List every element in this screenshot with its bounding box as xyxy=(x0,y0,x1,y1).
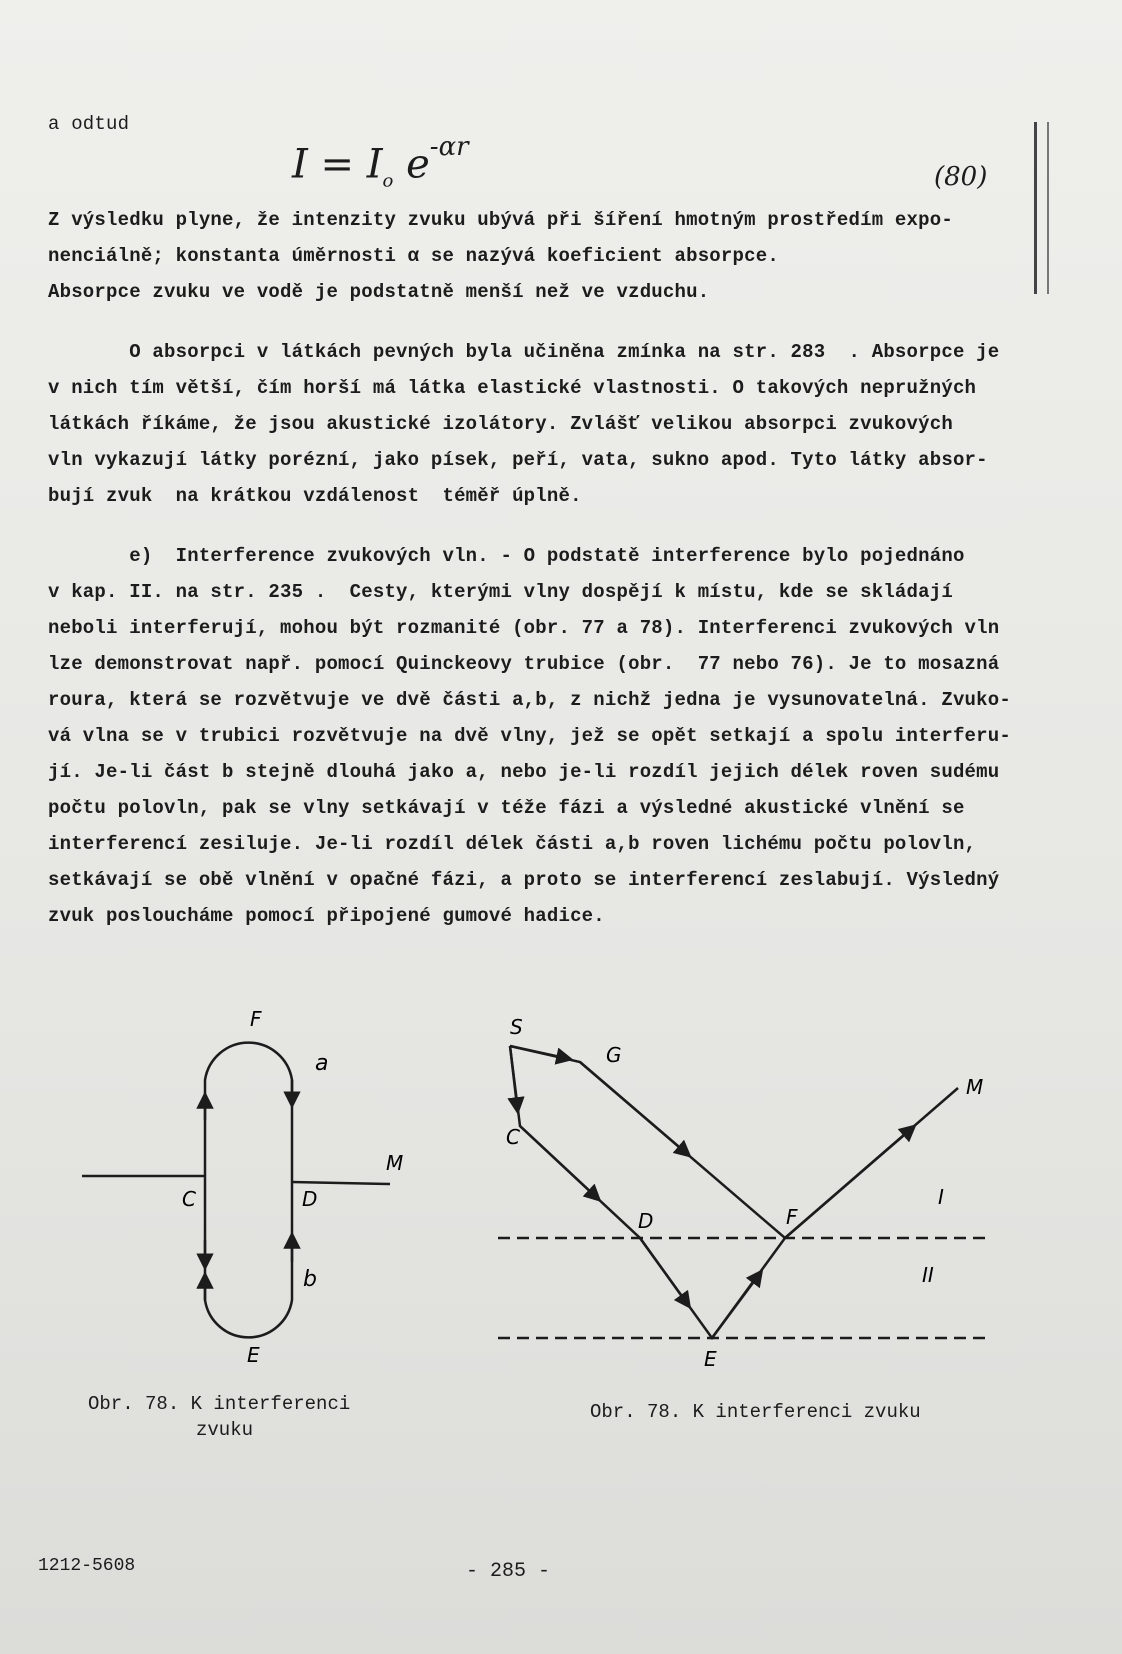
paragraph-line: látkách říkáme, že jsou akustické izolátory. Zvlášť velikou absorpci zvukových xyxy=(48,413,953,435)
paragraph-line: vá vlna se v trubici rozvětvuje na dvě vlny, jež se opět setkají a spolu interferu- xyxy=(48,725,1011,747)
paragraph-line: lze demonstrovat např. pomocí Quinckeovy trubice (obr. 77 nebo 76). Je to mosazná xyxy=(48,653,1000,675)
figure-right-caption: Obr. 78. K interferenci zvuku xyxy=(590,1401,921,1423)
paragraph-line: Z výsledku plyne, že intenzity zvuku ubývá při šíření hmotným prostředím expo- xyxy=(48,209,953,231)
formula-subscript: o xyxy=(382,170,394,192)
paragraph-line: nenciálně; konstanta úměrnosti α se nazývá koeficient absorpce. xyxy=(48,245,779,267)
paragraph-line: jí. Je-li část b stejně dlouhá jako a, nebo je-li rozdíl jejich délek roven sudému xyxy=(48,761,1000,783)
label-C: C xyxy=(182,1187,196,1211)
label-b: b xyxy=(303,1267,317,1292)
paragraph-line: v kap. II. na str. 235 . Cesty, kterými vlny dospějí k místu, kde se skládají xyxy=(48,581,953,603)
paragraph-line: O absorpci v látkách pevných byla učiněna zmínka na str. 283 . Absorpce je xyxy=(48,341,1000,363)
formula xyxy=(292,132,612,200)
paragraph-line: počtu polovln, pak se vlny setkávají v téže fázi a výsledné akustické vlnění se xyxy=(48,797,965,819)
label-S: S xyxy=(510,1015,523,1039)
label-M: M xyxy=(386,1151,404,1175)
paragraph-line: neboli interferují, mohou být rozmanité (obr. 77 a 78). Interferenci zvukových vln xyxy=(48,617,1000,639)
intro-text: a odtud xyxy=(48,113,130,135)
figure-path-diagram xyxy=(490,1010,1000,1370)
label-E: E xyxy=(704,1347,717,1370)
formula-base: I = I xyxy=(292,141,383,188)
label-G: G xyxy=(606,1043,622,1067)
paragraph-line: bují zvuk na krátkou vzdálenost téměř úplně. xyxy=(48,485,582,507)
paragraph-line: interferencí zesiluje. Je-li rozdíl délek části a,b roven lichému počtu polovln, xyxy=(48,833,977,855)
document-code: 1212-5608 xyxy=(38,1556,136,1576)
label-E: E xyxy=(247,1343,260,1367)
paragraph-line: e) Interference zvukových vln. - O podstatě interference bylo pojednáno xyxy=(48,545,965,567)
label-a: a xyxy=(315,1051,329,1076)
equation-number: (80) xyxy=(934,162,988,192)
label-D: D xyxy=(638,1209,654,1233)
label-region-II: II xyxy=(922,1263,934,1287)
margin-mark xyxy=(1034,122,1049,294)
paragraph-line: vln vykazují látky porézní, jako písek, peří, vata, sukno apod. Tyto látky absor- xyxy=(48,449,988,471)
label-F: F xyxy=(786,1205,798,1229)
page-number: - 285 - xyxy=(466,1560,551,1583)
figure-left-caption-1: Obr. 78. K interferenci xyxy=(88,1393,351,1415)
paragraph-line: v nich tím větší, čím horší má látka elastické vlastnosti. O takových nepružných xyxy=(48,377,977,399)
paragraph-line: Absorpce zvuku ve vodě je podstatně menší než ve vzduchu. xyxy=(48,281,710,303)
label-C: C xyxy=(506,1125,520,1149)
formula-exp-base: e xyxy=(393,141,430,188)
label-D: D xyxy=(302,1187,318,1211)
label-M: M xyxy=(966,1075,984,1099)
figure-left-caption-2: zvuku xyxy=(196,1419,254,1441)
paragraph-line: roura, která se rozvětvuje ve dvě části a,b, z nichž jedna je vysunovatelná. Zvuko- xyxy=(48,689,1011,711)
paragraph-line: setkávají se obě vlnění v opačné fázi, a proto se interferencí zeslabují. Výsledný xyxy=(48,869,1000,891)
formula-exponent: -αr xyxy=(429,132,469,162)
paragraph-line: zvuk posloucháme pomocí připojené gumové hadice. xyxy=(48,905,605,927)
label-F: F xyxy=(250,1007,262,1031)
figure-quincke-tube xyxy=(70,1000,410,1370)
label-region-I: I xyxy=(938,1185,944,1209)
